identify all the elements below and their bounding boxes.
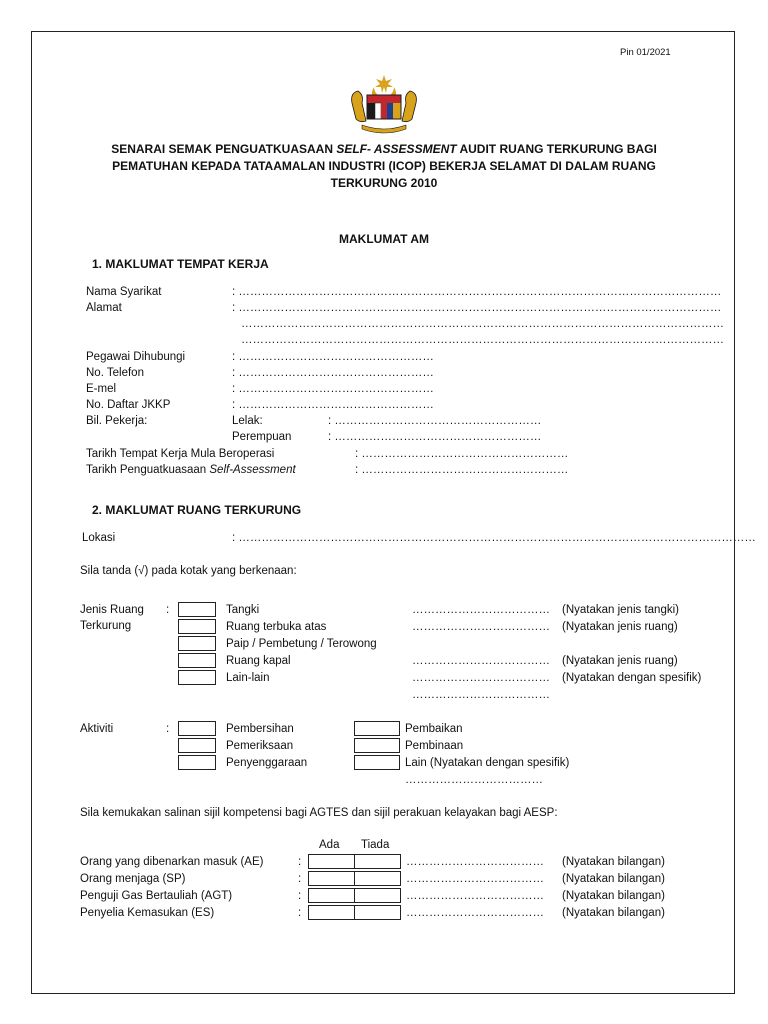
jenis-item-field[interactable]: ……………………………… — [412, 604, 550, 616]
alamat-field-1[interactable]: : ……………………………………………………………………………………………………………… — [232, 302, 722, 314]
aktiviti-left-label: Pemeriksaan — [226, 740, 294, 752]
personnel-note: (Nyatakan bilangan) — [562, 873, 665, 885]
jenis-item-label: Tangki — [226, 604, 260, 616]
coat-of-arms-logo — [348, 73, 420, 135]
checkbox-lain-lain[interactable] — [178, 670, 216, 685]
aktiviti-right-label: Lain (Nyatakan dengan spesifik) — [405, 757, 570, 769]
aktiviti-right-label: Pembaikan — [405, 723, 463, 735]
lokasi-field[interactable]: : ……………………………………………………………………………………………………………………… — [232, 532, 756, 544]
checkbox-ae-ada[interactable] — [308, 854, 355, 869]
jenis-item-label: Lain-lain — [226, 672, 270, 684]
aktiviti-left-label: Pembersihan — [226, 723, 294, 735]
aktiviti-right-label: Pembinaan — [405, 740, 464, 752]
aktiviti-left-label: Penyenggaraan — [226, 757, 308, 769]
emel-field[interactable]: : …………………………………………… — [232, 383, 434, 395]
personnel-label: Penguji Gas Bertauliah (AGT) — [80, 890, 233, 902]
personnel-note: (Nyatakan bilangan) — [562, 856, 665, 868]
col-ada-header: Ada — [319, 839, 340, 851]
checkbox-lain-aktiviti[interactable] — [354, 755, 400, 770]
jkkp-field[interactable]: : …………………………………………… — [232, 399, 434, 411]
cert-instruction: Sila kemukakan salinan sijil kompetensi bagi AGTES dan sijil perakuan kelayakan bagi AESP: — [80, 807, 558, 819]
checkbox-paip-pembetung-terowong[interactable] — [178, 636, 216, 651]
title-line-1: SENARAI SEMAK PENGUATKUASAAN SELF- ASSESSMENT AUDIT RUANG TERKURUNG BAGI — [111, 142, 657, 156]
checkbox-agt-ada[interactable] — [308, 888, 355, 903]
jenis-item-note: (Nyatakan jenis ruang) — [562, 621, 678, 633]
alamat-field-3[interactable]: ……………………………………………………………………………………………………………… — [241, 334, 724, 346]
alamat-field-2[interactable]: ……………………………………………………………………………………………………………… — [241, 318, 724, 330]
personnel-field[interactable]: ……………………………… — [406, 907, 544, 919]
perempuan-label: Perempuan — [232, 431, 292, 443]
lelaki-field[interactable]: : ……………………………………………… — [328, 415, 542, 427]
personnel-note: (Nyatakan bilangan) — [562, 890, 665, 902]
aktiviti-label: Aktiviti — [80, 723, 114, 735]
section-2-heading: 2. MAKLUMAT RUANG TERKURUNG — [92, 503, 302, 517]
nama-syarikat-label: Nama Syarikat — [86, 286, 162, 298]
personnel-field[interactable]: ……………………………… — [406, 856, 544, 868]
col-tiada-header: Tiada — [361, 839, 390, 851]
personnel-field[interactable]: ……………………………… — [406, 873, 544, 885]
jenis-item-note: (Nyatakan jenis tangki) — [562, 604, 679, 616]
pekerja-label: Bil. Pekerja: — [86, 415, 148, 427]
pegawai-label: Pegawai Dihubungi — [86, 351, 186, 363]
aktiviti-extra-field[interactable]: ……………………………… — [405, 774, 543, 786]
personnel-field[interactable]: ……………………………… — [406, 890, 544, 902]
personnel-colon: : — [298, 873, 302, 885]
checkbox-ae-tiada[interactable] — [354, 854, 401, 869]
jenis-item-field[interactable]: ……………………………… — [412, 655, 550, 667]
alamat-label: Alamat — [86, 302, 122, 314]
nama-syarikat-field[interactable]: : ……………………………………………………………………………………………………………… — [232, 286, 722, 298]
personnel-label: Penyelia Kemasukan (ES) — [80, 907, 215, 919]
jenis-ruang-label-1: Jenis Ruang — [80, 604, 144, 616]
checkbox-pemeriksaan[interactable] — [178, 738, 216, 753]
personnel-colon: : — [298, 856, 302, 868]
personnel-note: (Nyatakan bilangan) — [562, 907, 665, 919]
perempuan-field[interactable]: : ……………………………………………… — [328, 431, 542, 443]
jkkp-label: No. Daftar JKKP — [86, 399, 171, 411]
jenis-item-label: Ruang terbuka atas — [226, 621, 327, 633]
telefon-field[interactable]: : …………………………………………… — [232, 367, 434, 379]
checkbox-es-ada[interactable] — [308, 905, 355, 920]
checkbox-tangki[interactable] — [178, 602, 216, 617]
jenis-item-field[interactable]: ……………………………… — [412, 621, 550, 633]
section-1-heading: 1. MAKLUMAT TEMPAT KERJA — [92, 257, 269, 271]
pin-reference: Pin 01/2021 — [620, 47, 671, 58]
jenis-colon: : — [166, 604, 170, 616]
checkbox-agt-tiada[interactable] — [354, 888, 401, 903]
jenis-item-note: (Nyatakan dengan spesifik) — [562, 672, 702, 684]
personnel-colon: : — [298, 907, 302, 919]
section-header-maklumat-am: MAKLUMAT AM — [339, 232, 429, 246]
checkbox-sp-ada[interactable] — [308, 871, 355, 886]
title-line-2: PEMATUHAN KEPADA TATAAMALAN INDUSTRI (ICOP) BEKERJA SELAMAT DI DALAM RUANG — [112, 159, 656, 173]
checkbox-es-tiada[interactable] — [354, 905, 401, 920]
checkbox-ruang-kapal[interactable] — [178, 653, 216, 668]
personnel-label: Orang yang dibenarkan masuk (AE) — [80, 856, 264, 868]
personnel-colon: : — [298, 890, 302, 902]
title-line-3: TERKURUNG 2010 — [330, 176, 438, 190]
aktiviti-colon: : — [166, 723, 170, 735]
telefon-label: No. Telefon — [86, 367, 144, 379]
checkbox-penyenggaraan[interactable] — [178, 755, 216, 770]
personnel-label: Orang menjaga (SP) — [80, 873, 186, 885]
jenis-ruang-label-2: Terkurung — [80, 620, 132, 632]
lokasi-label: Lokasi — [82, 532, 116, 544]
emel-label: E-mel — [86, 383, 117, 395]
checkbox-ruang-terbuka-atas[interactable] — [178, 619, 216, 634]
jenis-item-label: Ruang kapal — [226, 655, 291, 667]
lelaki-label: Lelak: — [232, 415, 263, 427]
pegawai-field[interactable]: : …………………………………………… — [232, 351, 434, 363]
jenis-item-label: Paip / Pembetung / Terowong — [226, 638, 377, 650]
tarikh-operasi-field[interactable]: : ……………………………………………… — [355, 448, 569, 460]
jenis-extra-field[interactable]: ……………………………… — [412, 689, 550, 701]
checkbox-sp-tiada[interactable] — [354, 871, 401, 886]
tarikh-penguatkuasaan-label: Tarikh Penguatkuasaan Self-Assessment — [86, 464, 296, 476]
tarikh-penguatkuasaan-field[interactable]: : ……………………………………………… — [355, 464, 569, 476]
jenis-item-field[interactable]: ……………………………… — [412, 672, 550, 684]
tick-instruction: Sila tanda (√) pada kotak yang berkenaan: — [80, 565, 297, 577]
jenis-item-note: (Nyatakan jenis ruang) — [562, 655, 678, 667]
tarikh-operasi-label: Tarikh Tempat Kerja Mula Beroperasi — [86, 448, 275, 460]
checkbox-pembersihan[interactable] — [178, 721, 216, 736]
checkbox-pembinaan[interactable] — [354, 738, 400, 753]
checkbox-pembaikan[interactable] — [354, 721, 400, 736]
